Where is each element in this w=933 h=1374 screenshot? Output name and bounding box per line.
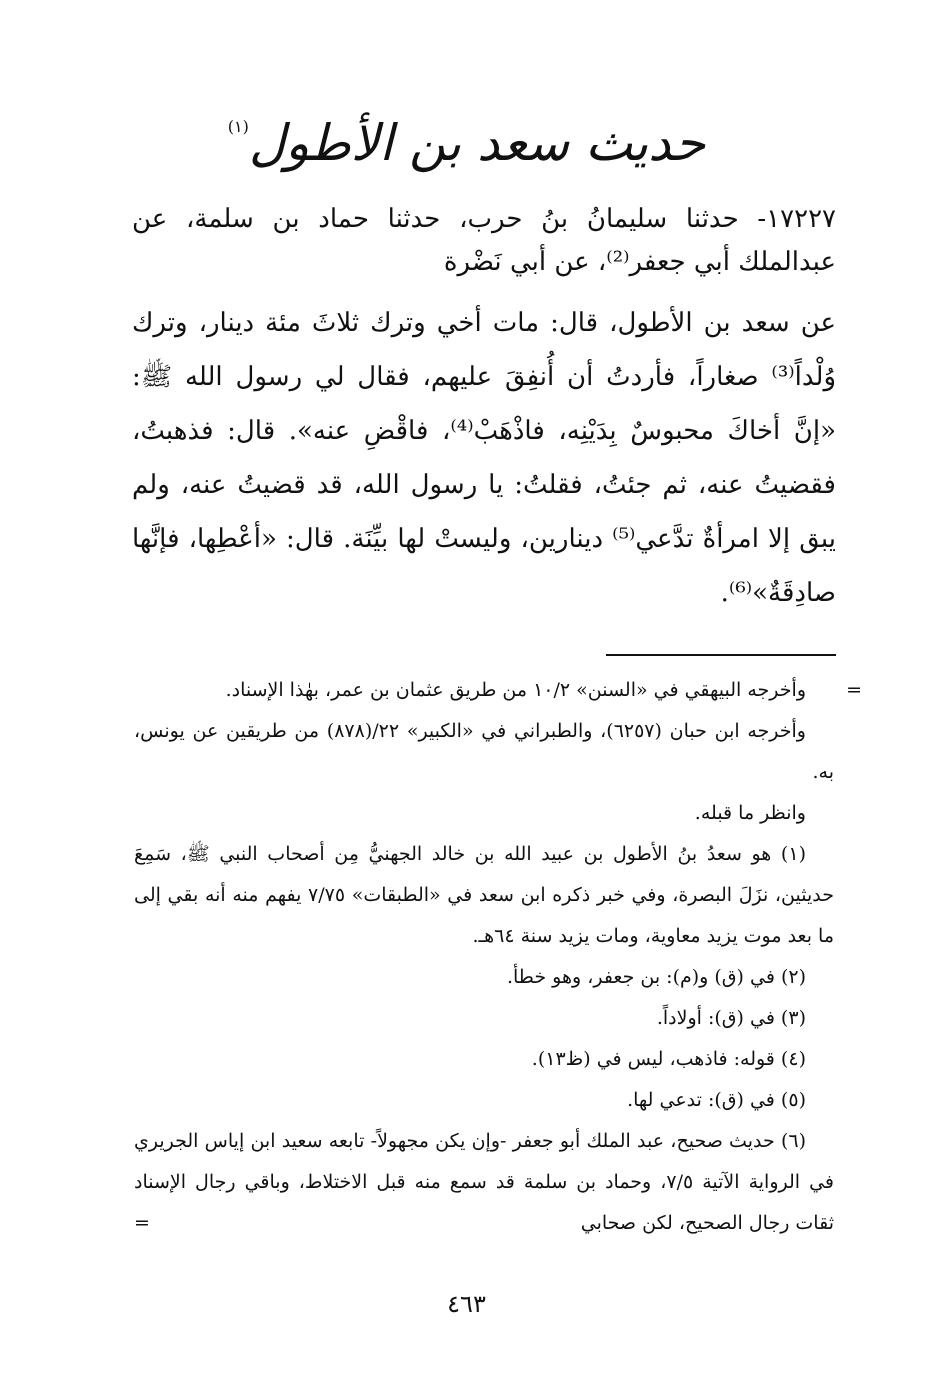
footnote-end-marker: = (134, 1212, 150, 1234)
footnote-5: (٥) في (ق): تدعي لها. (627, 1089, 806, 1111)
footnote-see: وانظر ما قبله. (694, 802, 806, 824)
footnotes (134, 670, 862, 1244)
footnote-3: (٣) في (ق): أولاداً. (656, 1007, 806, 1029)
chapter-title (0, 108, 933, 178)
footnote-6-text: (٦) حديث صحيح، عبد الملك أبو جعفر -وإن يكن مجهولاً- تابعه سعيد ابن إياس الجريري في الرواية الآتية ٧/٥، وحماد بن سلمة قد سمع منه قبل الاختلاط، وباقي رجال الإسناد ثقات رجال الصحيح، لكن صحابي (134, 1130, 834, 1234)
footnote-1: (١) هو سعدُ بنُ الأطول بن عبيد الله بن خالد الجهنيُّ مِن أصحاب النبي ﷺ، سَمِعَ حديثين، نزَلَ البصرة، وفي خبر ذكره ابن سعد في «الطبقات» ٧/٧٥ يفهم منه أنه بقي إلى ما بعد موت يزيد معاوية، ومات يزيد سنة ٦٤هـ. (134, 843, 834, 947)
footnote-6 (134, 1121, 834, 1244)
title-footnote-ref: (١) (227, 117, 249, 136)
footnote-continuation (134, 670, 862, 711)
footnote-2: (٢) في (ق) و(م): بن جعفر، وهو خطأ. (506, 966, 806, 988)
continuation-marker: = (846, 679, 862, 701)
chapter-title-text: حديث سعد بن الأطول (248, 114, 706, 172)
hadith-matn: عن سعد بن الأطول، قال: مات أخي وترك ثلاثَ مئة دينار، وترك وُلْداً⁽³⁾ صغاراً، فأردتُ أن أُنفِقَ عليهم، فقال لي رسول الله ﷺ: «إنَّ أخاكَ محبوسٌ بِدَيْنِه، فاذْهَبْ⁽⁴⁾، فاقْضِ عنه». قال: فذهبتُ، فقضيتُ عنه، ثم جئتُ، فقلتُ: يا رسول الله، قد قضيتُ عنه، ولم يبق إلا امرأةٌ تدَّعي⁽⁵⁾ دينارين، وليستْ لها بيِّنَة. قال: «أعْطِها، فإنَّها صادِقَةٌ»⁽⁶⁾. (132, 308, 837, 608)
footnote-continuation-text: وأخرجه البيهقي في «السنن» ١٠/٢ من طريق عثمان بن عمر، بهٰذا الإسناد. (225, 679, 806, 701)
hadith-isnad: ١٧٢٢٧- حدثنا سليمانُ بنُ حرب، حدثنا حماد بن سلمة، عن عبدالملك أبي جعفر⁽²⁾، عن أبي نَضْرة (132, 204, 836, 277)
footnote-separator (606, 654, 836, 656)
page-number: ٤٦٣ (447, 1290, 486, 1318)
footnote-4: (٤) قوله: فاذهب، ليس في (ظ١٣). (531, 1048, 806, 1070)
footnote-also: وأخرجه ابن حبان (٦٢٥٧)، والطبراني في «الكبير» ٢٢/(٨٧٨) من طريقين عن يونس، به. (134, 720, 834, 783)
